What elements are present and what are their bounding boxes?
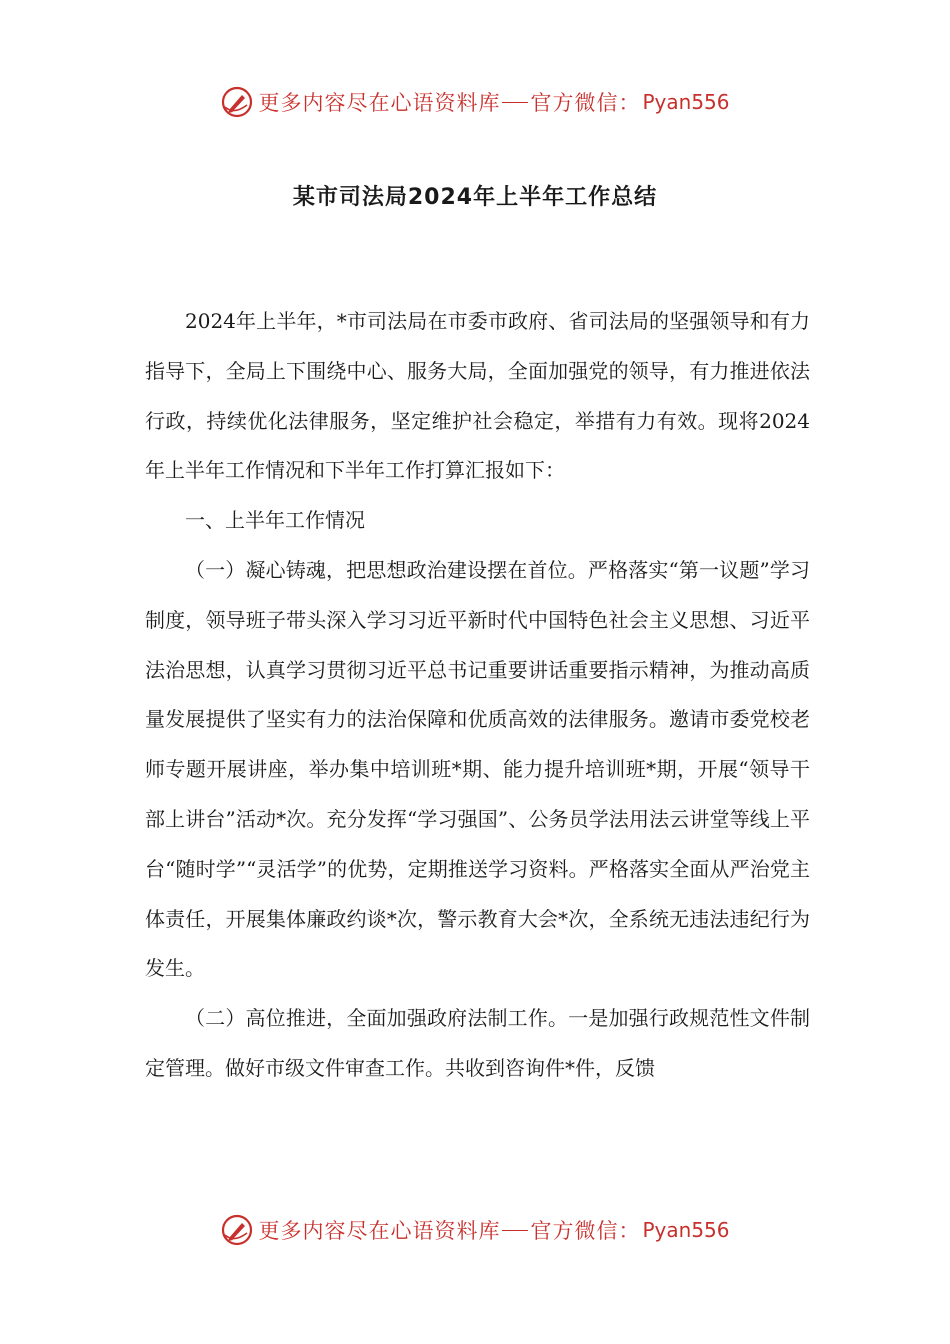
section-heading: 一、上半年工作情况 — [185, 508, 365, 533]
document-title: 某市司法局2024年上半年工作总结 — [292, 185, 658, 210]
watermark-text: 更多内容尽在心语资料库 — [258, 1219, 501, 1243]
watermark-contact-label: 官方微信： — [530, 91, 641, 115]
watermark-dash — [502, 102, 528, 103]
pen-logo-icon — [220, 85, 254, 119]
watermark-contact-id: Pyan556 — [642, 90, 730, 114]
paragraph-section-1: （一）凝心铸魂，把思想政治建设摆在首位。严格落实“第一议题”学习制度，领导班子带头深入学习习近平新时代中国特色社会主义思想、习近平法治思想，认真学习贯彻习近平总书记重要讲话重要指示精神，为推动高质量发展提供了坚实有力的法治保障和优质高效的法律服务。邀请市委党校老师专题开展讲座，举办集中培训班*期、能力提升培训班*期，开展“领导干部上讲台”活动*次。充分发挥“学习强国”、公务员学法用法云讲堂等线上平台“随时学”“灵活学”的优势，定期推送学习资料。严格落实全面从严治党主体责任，开展集体廉政约谈*次，警示教育大会*次，全系统无违法违纪行为发生。 — [145, 557, 810, 981]
watermark-text: 更多内容尽在心语资料库 — [258, 91, 501, 115]
footer-watermark-banner — [0, 1210, 950, 1250]
pen-logo-icon — [220, 1213, 254, 1247]
watermark-contact-id: Pyan556 — [642, 1218, 730, 1242]
paragraph-intro: 2024年上半年，*市司法局在市委市政府、省司法局的坚强领导和有力指导下，全局上下围绕中心、服务大局，全面加强党的领导，有力推进依法行政，持续优化法律服务，坚定维护社会稳定，举措有力有效。现将2024年上半年工作情况和下半年工作打算汇报如下： — [145, 309, 810, 483]
header-watermark-banner — [0, 82, 950, 122]
watermark-contact-label: 官方微信： — [530, 1219, 641, 1243]
watermark-dash — [502, 1230, 528, 1231]
document-body — [145, 297, 810, 1094]
paragraph-section-2: （二）高位推进，全面加强政府法制工作。一是加强行政规范性文件制定管理。做好市级文件审查工作。共收到咨询件*件，反馈 — [145, 1006, 810, 1080]
